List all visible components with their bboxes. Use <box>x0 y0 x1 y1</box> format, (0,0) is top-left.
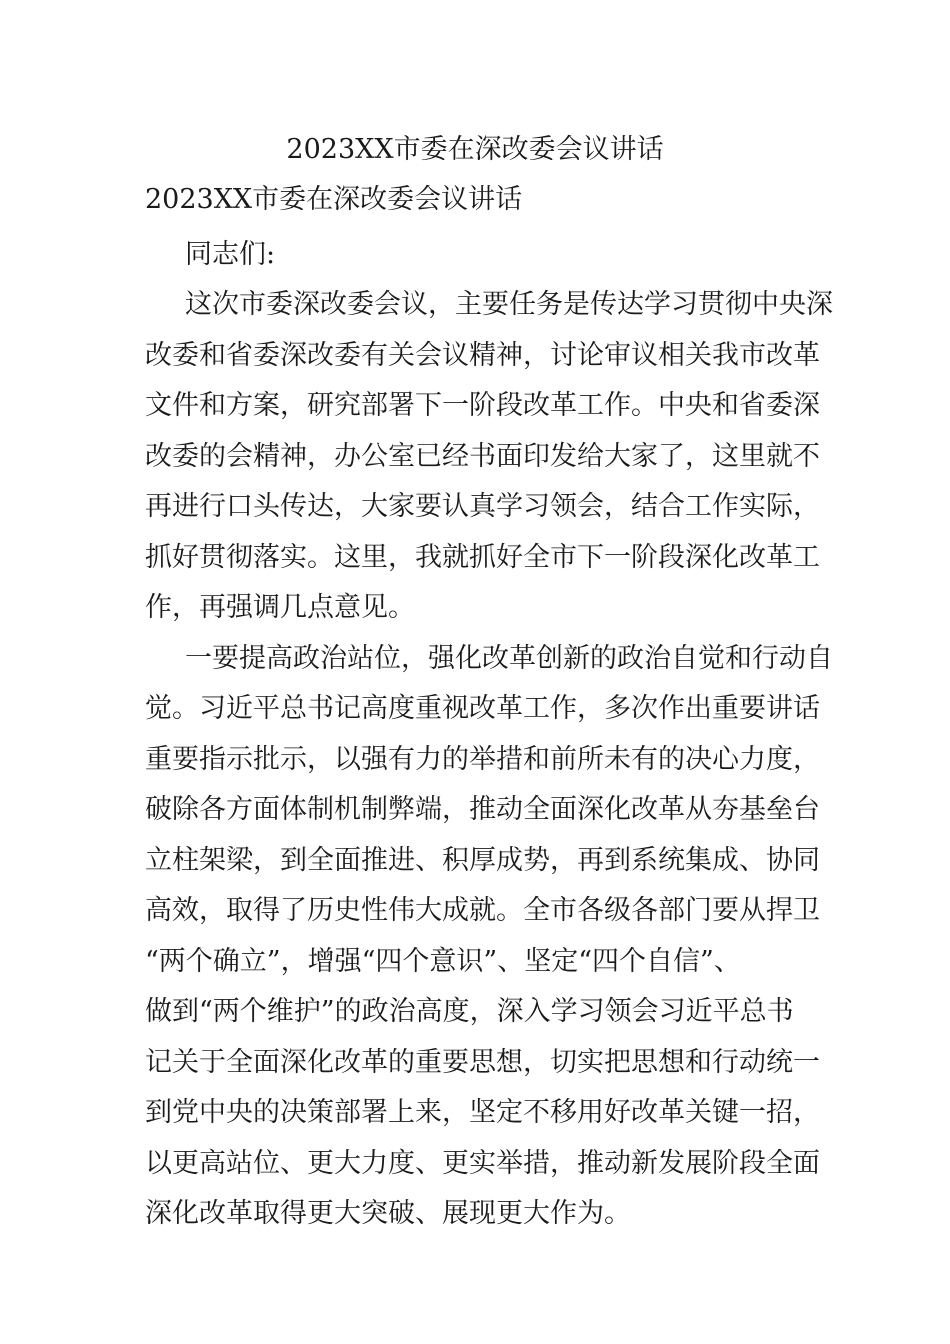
paragraph-line: 文件和方案，研究部署下一阶段改革工作。中央和省委深 <box>145 390 820 421</box>
paragraph-line: 觉。习近平总书记高度重视改革工作，多次作出重要讲话 <box>145 693 820 724</box>
greeting: 同志们: <box>185 239 276 270</box>
paragraph-line: 重要指示批示，以强有力的举措和前所未有的决心力度， <box>145 743 820 775</box>
paragraph-line: 破除各方面体制机制弊端，推动全面深化改革从夯基垒台 <box>145 794 820 825</box>
paragraph-line: 作，再强调几点意见。 <box>145 592 415 623</box>
document-title: 2023XX市委在深改委会议讲话 <box>286 134 664 165</box>
document-body <box>145 178 833 1240</box>
paragraph-line: “两个确立”，增强“四个意识”、坚定“四个自信”、 <box>145 945 741 977</box>
paragraph-line: 改委和省委深改委有关会议精神，讨论审议相关我市改革 <box>145 339 820 371</box>
paragraph-line: 改委的会精神，办公室已经书面印发给大家了，这里就不 <box>145 440 820 472</box>
paragraph-line: 深化改革取得更大突破、展现更大作为。 <box>145 1198 631 1229</box>
paragraph-1 <box>145 280 833 634</box>
paragraph-line: 做到“两个维护”的政治高度，深入学习领会习近平总书 <box>145 996 794 1027</box>
paragraph-line: 再进行口头传达，大家要认真学习领会，结合工作实际， <box>145 491 820 522</box>
paragraph-line: 立柱架梁，到全面推进、积厚成势，再到系统集成、协同 <box>145 844 820 876</box>
paragraph-line: 高效，取得了历史性伟大成就。全市各级各部门要从捍卫 <box>145 895 820 926</box>
paragraph-line: 记关于全面深化改革的重要思想，切实把思想和行动统一 <box>145 1046 820 1078</box>
paragraph-line: 以更高站位、更大力度、更实举措，推动新发展阶段全面 <box>145 1147 820 1179</box>
paragraph-line: 到党中央的决策部署上来，坚定不移用好改革关键一招， <box>145 1097 820 1128</box>
paragraph-2 <box>145 634 833 1240</box>
paragraph-line: 这次市委深改委会议，主要任务是传达学习贯彻中央深 <box>185 289 833 320</box>
paragraph-line: 一要提高政治站位，强化改革创新的政治自觉和行动自 <box>185 642 833 674</box>
document-subtitle: 2023XX市委在深改委会议讲话 <box>145 184 523 215</box>
paragraph-line: 抓好贯彻落实。这里，我就抓好全市下一阶段深化改革工 <box>145 541 820 573</box>
